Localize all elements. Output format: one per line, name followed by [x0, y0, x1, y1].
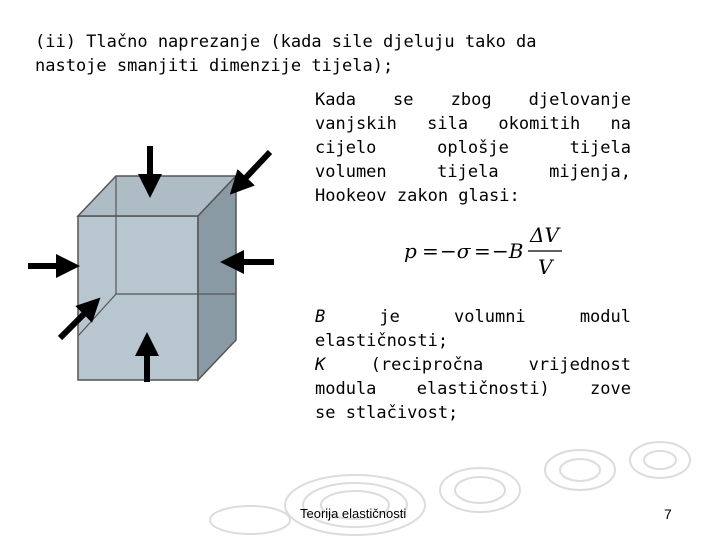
definition-line-b: [315, 305, 631, 329]
hooke-formula: [400, 222, 580, 282]
formula-denominator: V: [538, 255, 553, 279]
page-number: 7: [664, 506, 672, 522]
formula-minus-sigma: −σ: [440, 239, 471, 263]
definition-line: se stlačivost;: [315, 403, 459, 423]
footer-title: Teorija elastičnosti: [300, 506, 407, 521]
paragraph-intro: [315, 88, 631, 208]
cube-front-face: [78, 216, 198, 380]
definition-b-text: je volumni modul: [325, 307, 631, 327]
arrow-top-right: [238, 152, 270, 186]
definition-line-k: [315, 353, 631, 377]
formula-p: p: [404, 239, 417, 263]
definition-line: modula elastičnosti) zove: [315, 379, 631, 399]
paragraph-intro-line: volumen tijela mijenja,: [315, 162, 631, 182]
paragraph-definitions: [315, 305, 631, 425]
paragraph-intro-line: Hookeov zakon glasi:: [315, 186, 520, 206]
heading-line-1: (ii) Tlačno naprezanje (kada sile djeluju tako da: [35, 32, 537, 52]
formula-minus-b: −B: [492, 239, 524, 263]
formula-numerator: ΔV: [530, 223, 559, 247]
symbol-b: B: [315, 307, 326, 327]
formula-equals-1: =: [422, 239, 439, 263]
heading-line-2: nastoje smanjiti dimenzije tijela);: [35, 56, 394, 76]
definition-k-text: (recipročna vrijednost: [325, 355, 631, 375]
definition-line: elastičnosti;: [315, 331, 449, 351]
paragraph-intro-line: Kada se zbog djelovanje: [315, 90, 631, 110]
symbol-k: K: [315, 355, 326, 375]
paragraph-intro-line: vanjskih sila okomitih na: [315, 114, 631, 134]
formula-equals-2: =: [474, 239, 491, 263]
paragraph-intro-line: cijelo oplošje tijela: [315, 138, 631, 158]
